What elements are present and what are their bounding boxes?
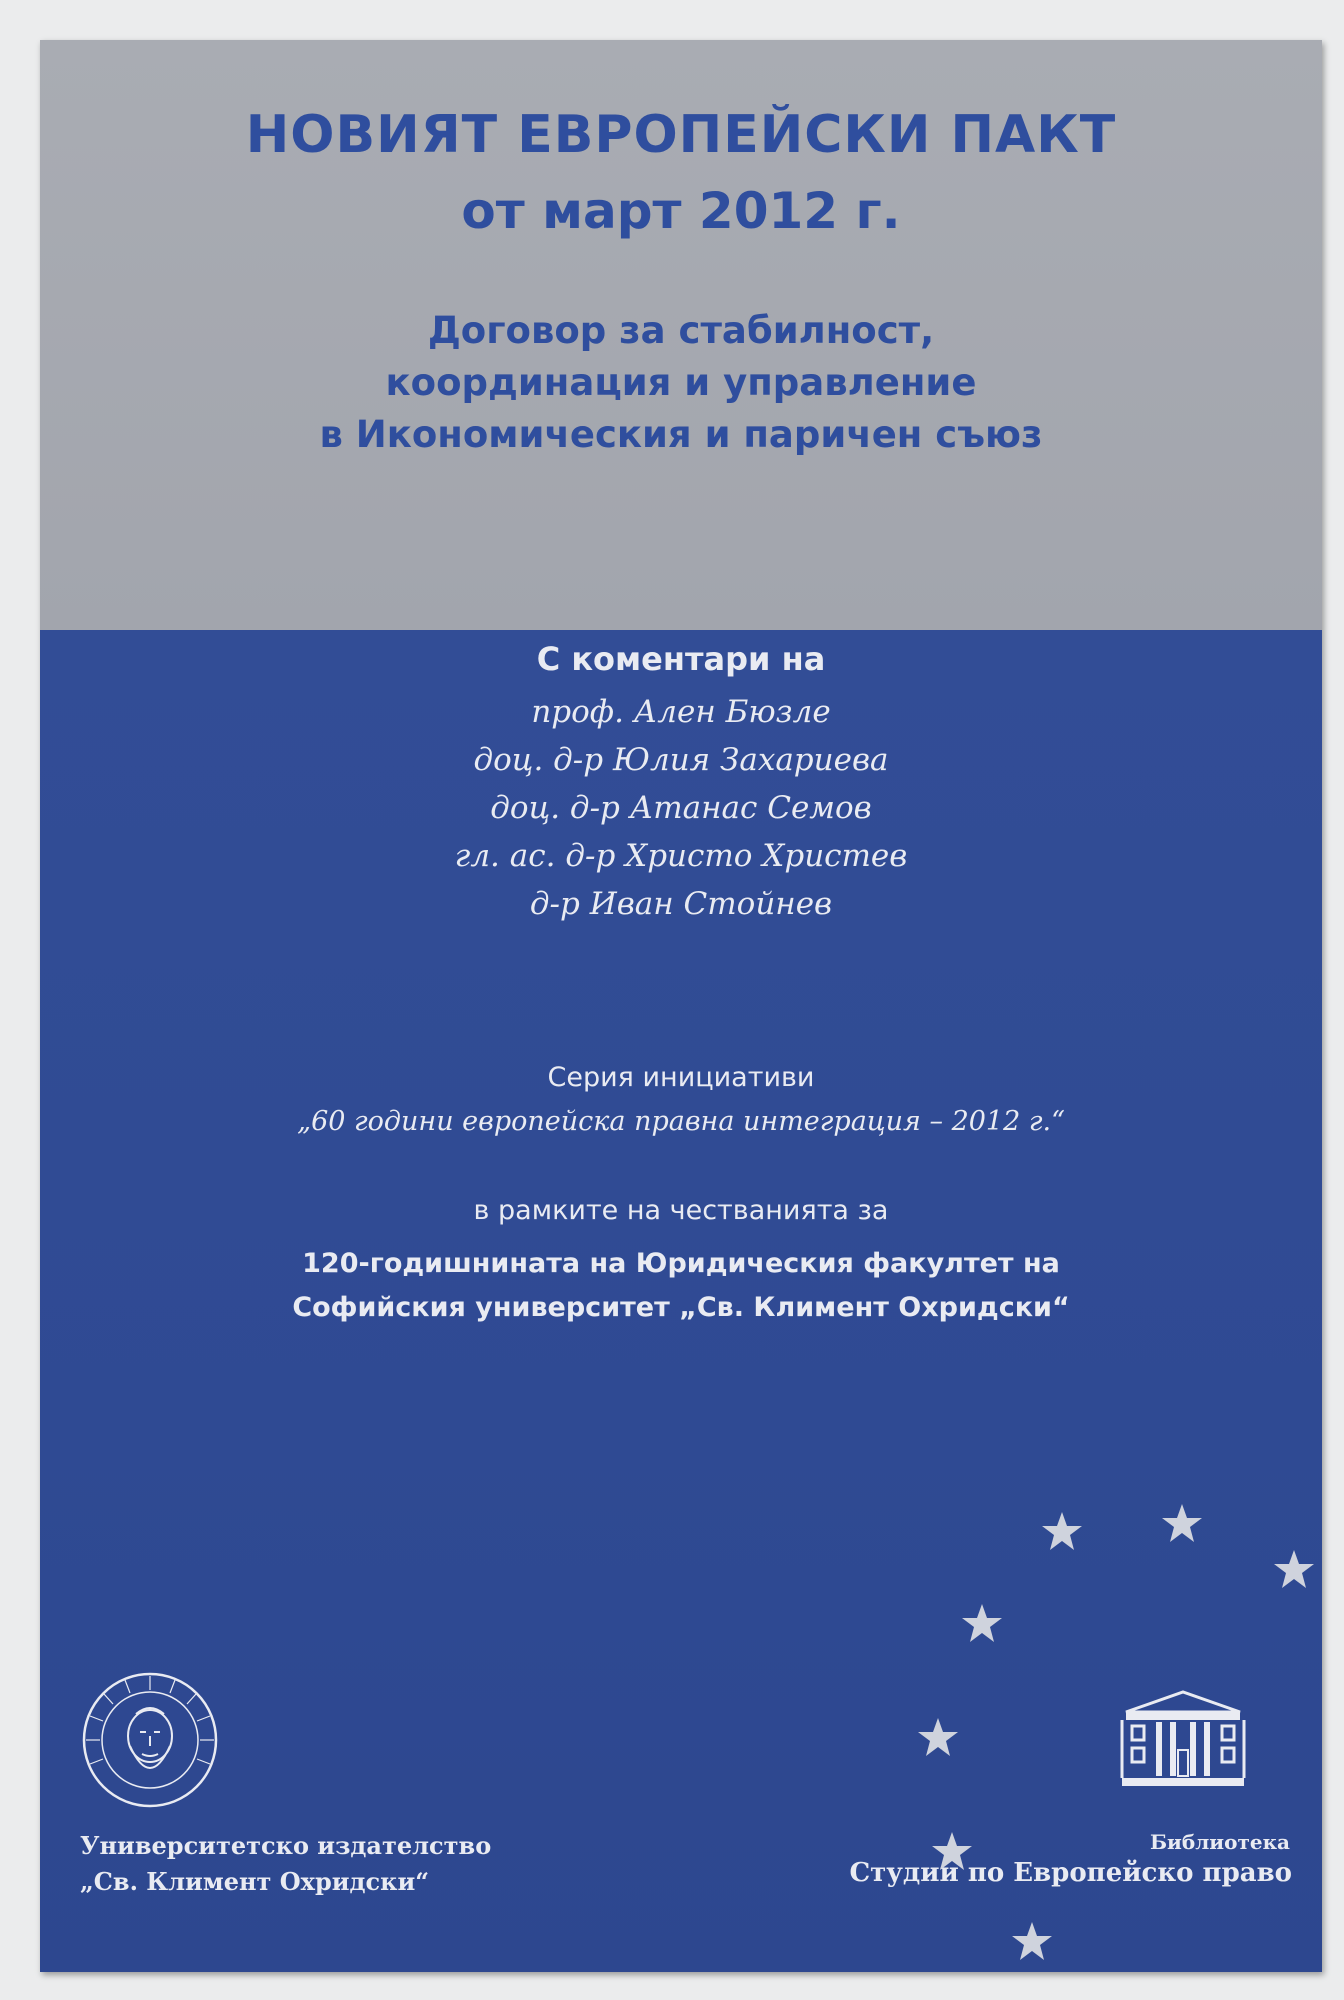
subtitle — [40, 305, 1322, 461]
subtitle-line: в Икономическия и паричен съюз — [319, 413, 1043, 456]
eu-star-icon — [916, 1716, 960, 1760]
university-seal-icon — [80, 1670, 220, 1810]
library-name: Студии по Европейско право — [849, 1858, 1292, 1888]
publisher — [80, 1828, 491, 1900]
eu-star-icon — [930, 1830, 974, 1874]
author-name: доц. д-р Юлия Захариева — [473, 742, 889, 778]
series-name: „60 години европейска правна интеграция – 2012 г.“ — [297, 1106, 1065, 1137]
publisher-line: „Св. Климент Охридски“ — [80, 1867, 430, 1896]
main-title: НОВИЯТ ЕВРОПЕЙСКИ ПАКТ — [245, 105, 1117, 165]
subtitle-line: координация и управление — [385, 361, 977, 404]
faculty-anniversary — [40, 1242, 1322, 1330]
comments-heading: С коментари на — [536, 640, 826, 678]
author-name: гл. ас. д-р Христо Христев — [454, 838, 908, 874]
eu-star-icon — [1040, 1510, 1084, 1554]
book-cover — [40, 40, 1322, 1972]
eu-star-icon — [1160, 1502, 1204, 1546]
eu-star-icon — [960, 1602, 1004, 1646]
faculty-line: 120-годишнината на Юридическия факултет на — [302, 1248, 1060, 1279]
authors-list — [40, 688, 1322, 928]
main-title-date: от март 2012 г. — [461, 182, 901, 240]
author-name: доц. д-р Атанас Семов — [490, 790, 872, 826]
faculty-line: Софийския университет „Св. Климент Охридски“ — [292, 1292, 1070, 1323]
subtitle-line: Договор за стабилност, — [427, 309, 935, 352]
celebration-text: в рамките на честванията за — [473, 1195, 889, 1226]
series-label: Серия инициативи — [547, 1062, 815, 1093]
library-label: Библиотека — [1149, 1830, 1290, 1854]
library-series — [849, 1830, 1292, 1888]
author-name: д-р Иван Стойнев — [529, 886, 833, 922]
eu-star-icon — [1010, 1920, 1054, 1964]
publisher-line: Университетско издателство — [80, 1831, 492, 1860]
eu-star-icon — [1272, 1548, 1316, 1592]
library-building-icon — [1118, 1690, 1248, 1788]
author-name: проф. Ален Бюзле — [531, 694, 831, 730]
